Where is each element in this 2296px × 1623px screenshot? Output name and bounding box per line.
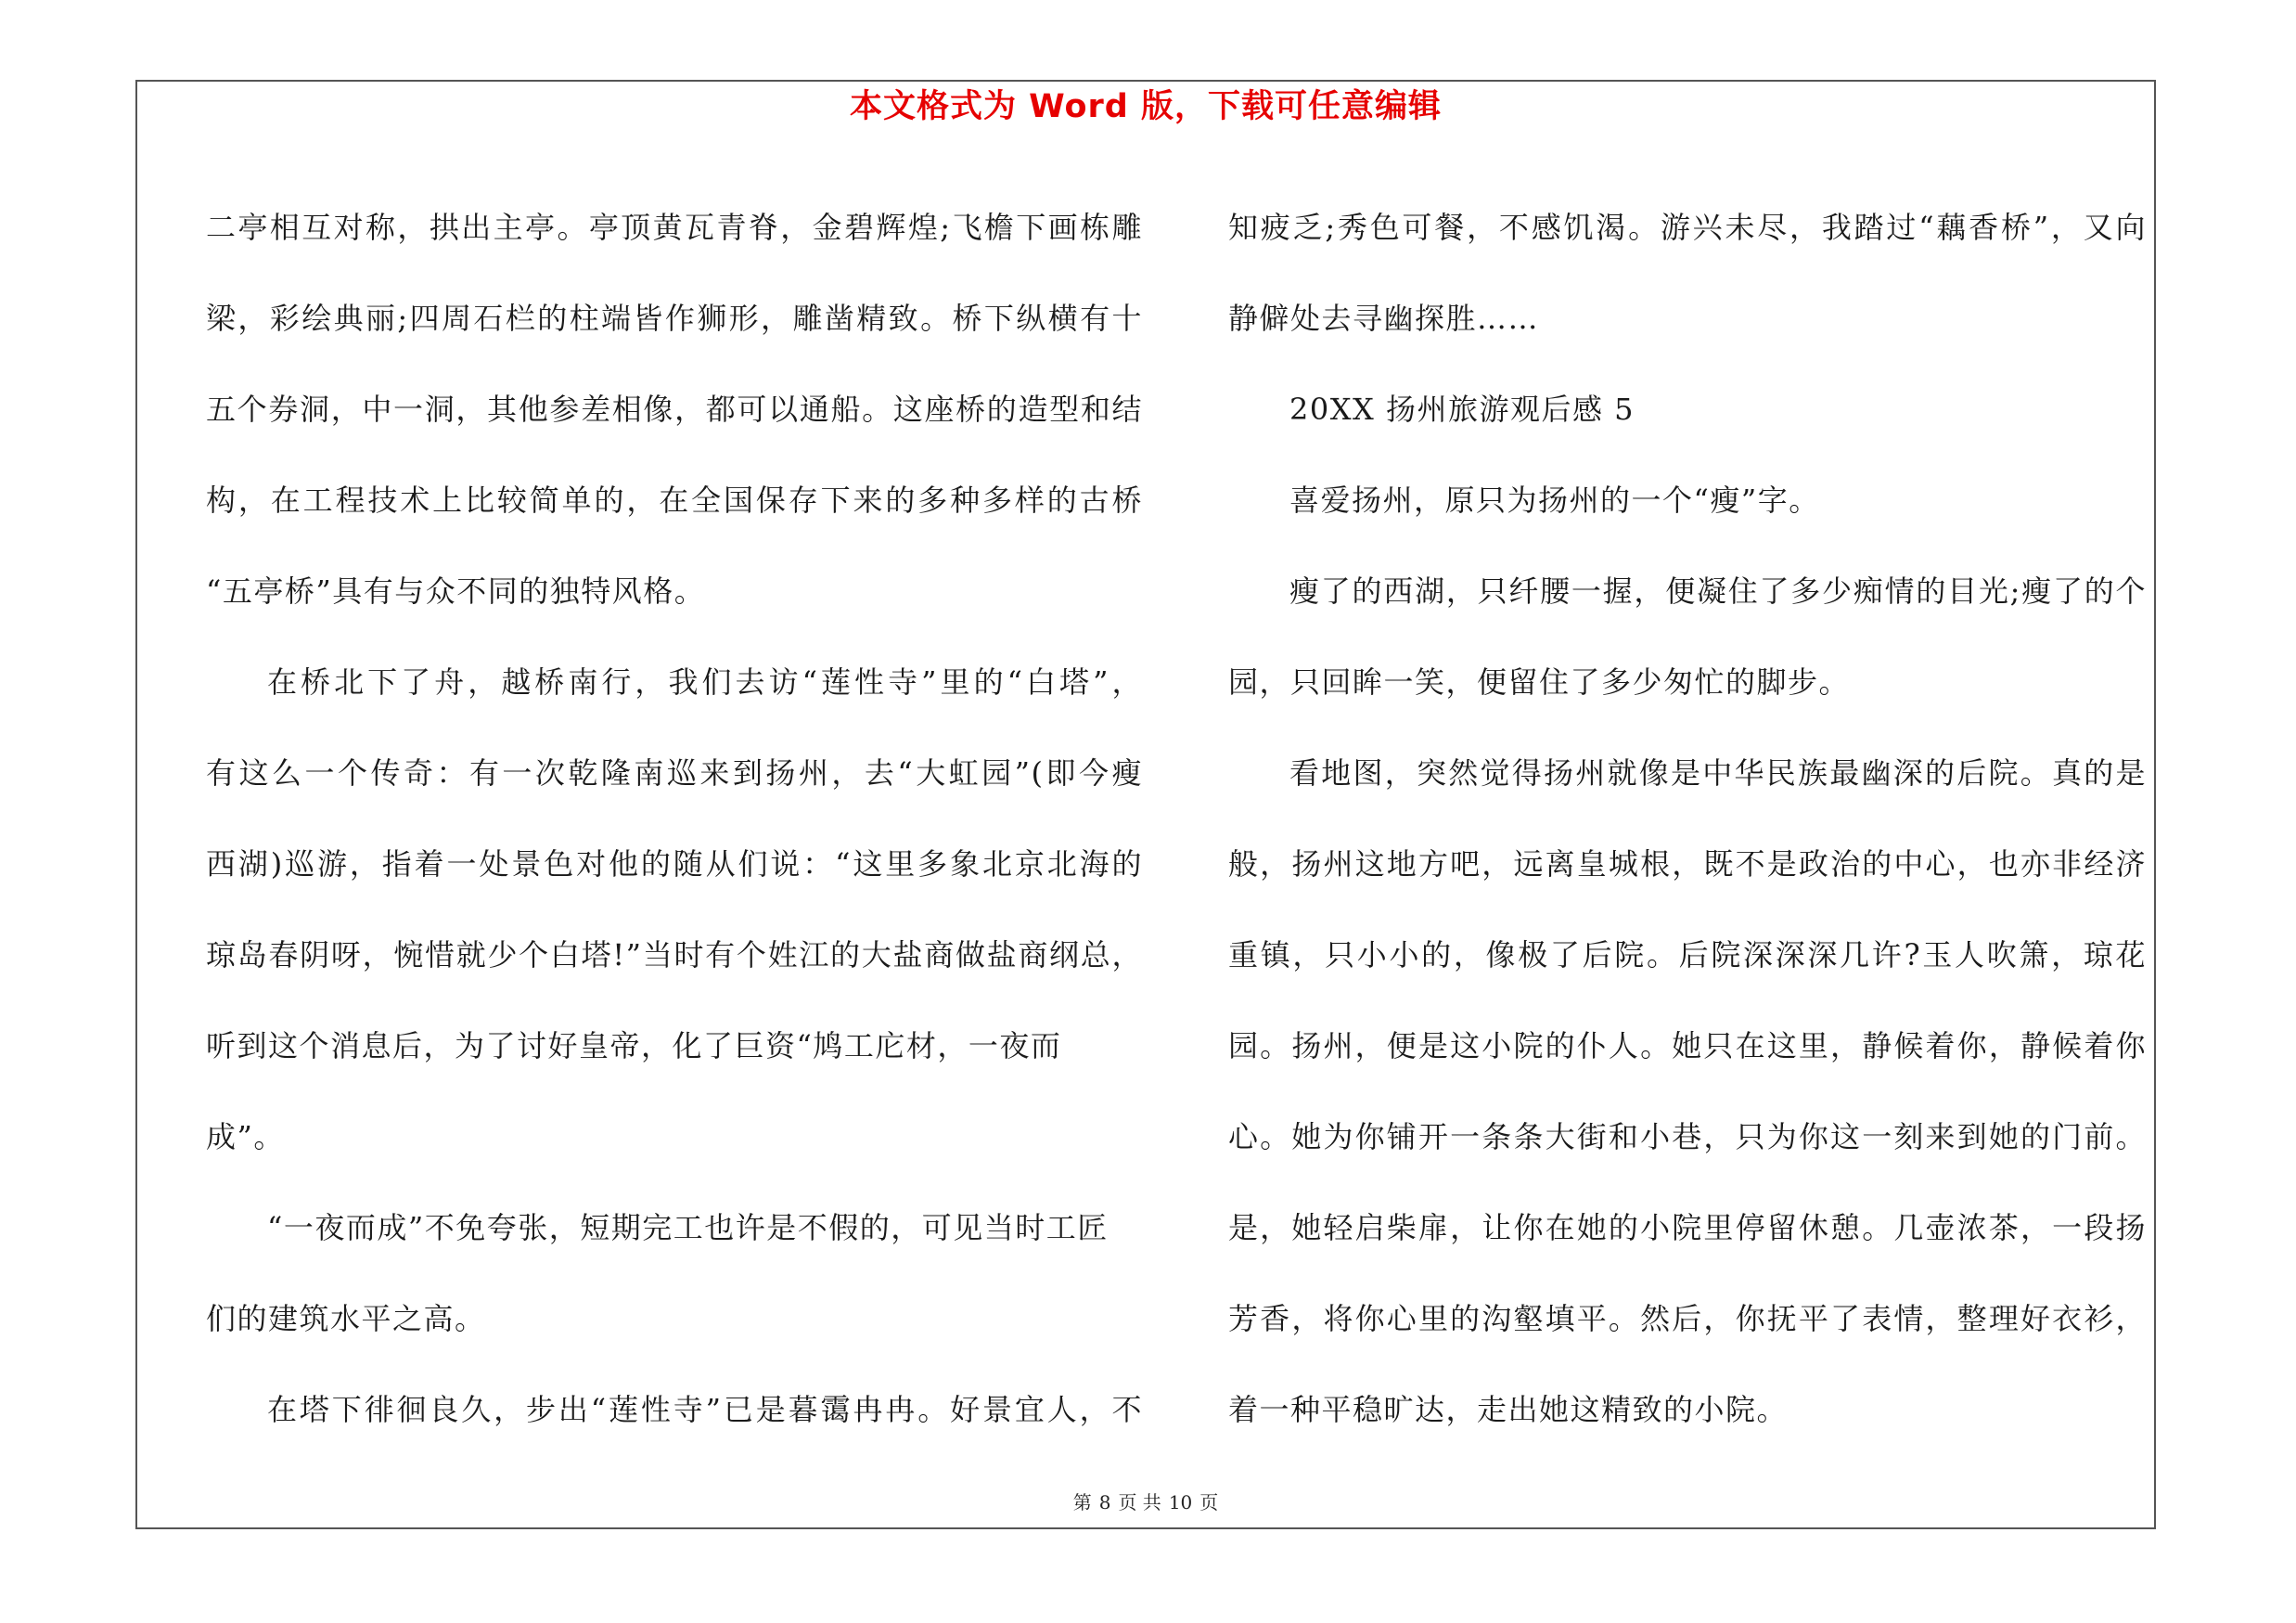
text-line: 瘦了的西湖，只纤腰一握，便凝住了多少痴情的目光;瘦了的个 [1289,573,2147,609]
text-line: 园，只回眸一笑，便留住了多少匆忙的脚步。 [1228,664,1851,700]
text-line: 听到这个消息后，为了讨好皇帝，化了巨资“鸠工庀材，一夜而 [206,1028,1062,1063]
page-label-prefix: 第 [1072,1491,1092,1514]
header-banner: 本文格式为 Word 版，下载可任意编辑 [849,88,1443,125]
left-column [206,182,1143,1455]
text-line: 在塔下徘徊良久，步出“莲性寺”已是暮霭冉冉。好景宜人，不 [267,1392,1143,1427]
text-line: 们的建筑水平之高。 [206,1301,486,1336]
text-line: 般，扬州这地方吧，远离皇城根，既不是政治的中心，也亦非经济 [1228,846,2147,882]
text-line: 构，在工程技术上比较简单的，在全国保存下来的多种多样的古桥 [206,483,1143,518]
text-line: 喜爱扬州，原只为扬州的一个“瘦”字。 [1289,483,1820,518]
current-page: 8 [1098,1491,1111,1514]
section-heading: 20XX 扬州旅游观后感 5 [1289,392,1635,427]
text-line: “五亭桥”具有与众不同的独特风格。 [206,573,706,609]
text-line: 成”。 [206,1119,285,1154]
text-line: 重镇，只小小的，像极了后院。后院深深深几许?玉人吹箫，琼花 [1228,937,2147,973]
text-line: 园。扬州，便是这小院的仆人。她只在这里，静候着你，静候着你 [1228,1028,2147,1063]
page-label-suffix: 页 [1199,1491,1219,1514]
text-line: 西湖)巡游，指着一处景色对他的随从们说：“这里多象北京北海的 [206,846,1143,882]
right-column [1228,182,2147,1455]
text-line: 琼岛春阴呀，惋惜就少个白塔!”当时有个姓江的大盐商做盐商纲总， [206,937,1143,973]
text-line: 心。她为你铺开一条条大街和小巷，只为你这一刻来到她的门前。 [1228,1119,2147,1154]
total-pages: 10 [1168,1491,1193,1514]
text-line: 静僻处去寻幽探胜…… [1228,301,1540,336]
text-line: 有这么一个传奇：有一次乾隆南巡来到扬州，去“大虹园”(即今瘦 [206,755,1143,791]
page-number-footer [135,1488,2156,1516]
text-line: 五个券洞，中一洞，其他参差相像，都可以通船。这座桥的造型和结 [206,392,1143,427]
text-line: 看地图，突然觉得扬州就像是中华民族最幽深的后院。真的是 [1289,755,2147,791]
text-line: 在桥北下了舟，越桥南行，我们去访“莲性寺”里的“白塔”， [267,664,1143,700]
page-label-mid: 页 共 [1118,1491,1161,1514]
text-line: 是，她轻启柴扉，让你在她的小院里停留休憩。几壶浓茶，一段扬 [1228,1210,2147,1245]
text-line: 知疲乏;秀色可餐，不感饥渴。游兴未尽，我踏过“藕香桥”，又向 [1228,210,2147,245]
text-line: 着一种平稳旷达，走出她这精致的小院。 [1228,1392,1789,1427]
text-line: “一夜而成”不免夸张，短期完工也许是不假的，可见当时工匠 [267,1210,1109,1245]
text-line: 芳香，将你心里的沟壑填平。然后，你抚平了表情，整理好衣衫， [1228,1301,2147,1336]
text-line: 梁，彩绘典丽;四周石栏的柱端皆作狮形，雕凿精致。桥下纵横有十 [206,301,1143,336]
text-line: 二亭相互对称，拱出主亭。亭顶黄瓦青脊，金碧辉煌;飞檐下画栋雕 [206,210,1143,245]
